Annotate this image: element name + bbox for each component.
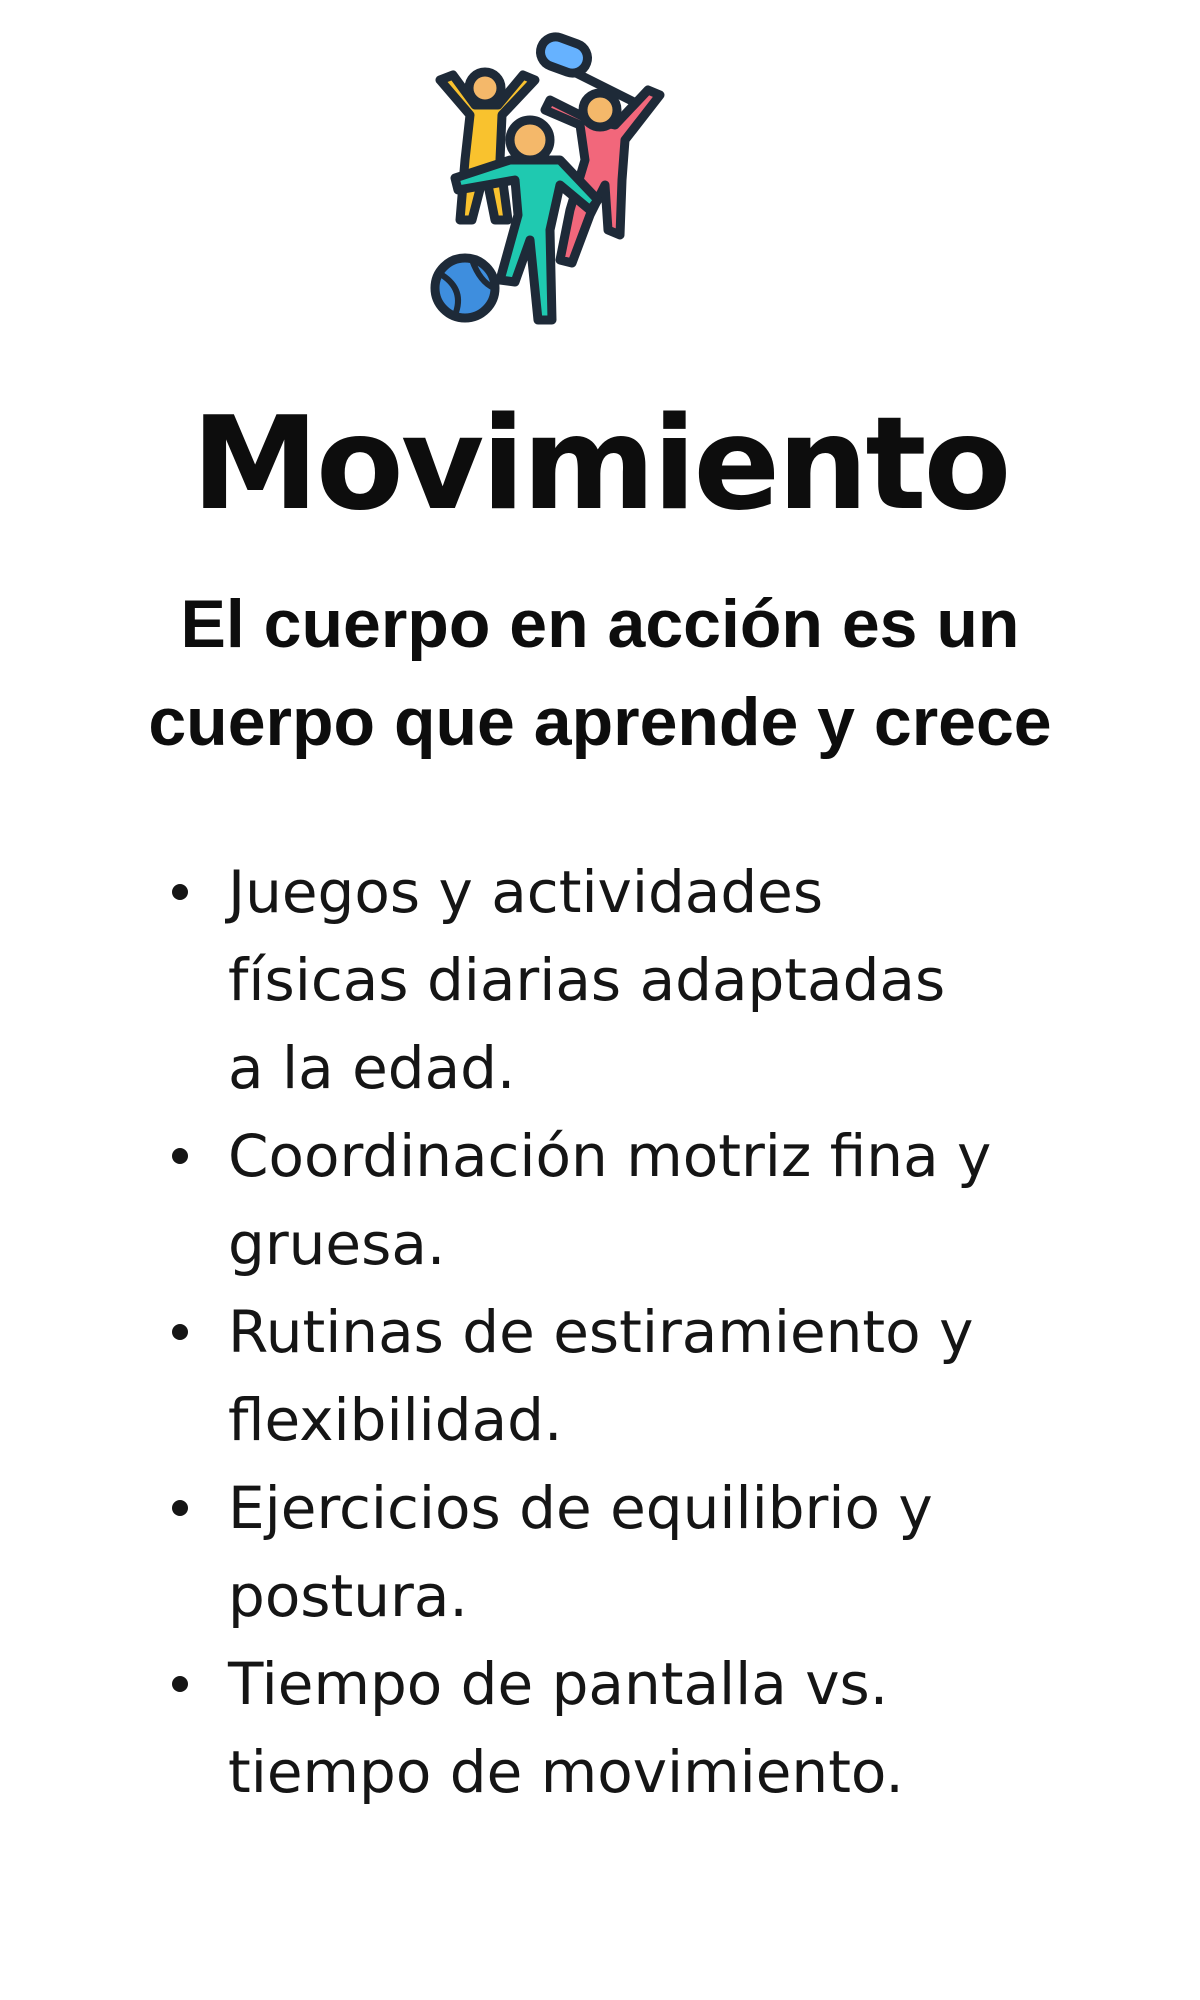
bullet-icon — [172, 1148, 188, 1164]
list-item-line: gruesa. — [228, 1210, 446, 1278]
list-item-line: Ejercicios de equilibrio y — [228, 1474, 933, 1542]
list-item-line: postura. — [228, 1562, 468, 1630]
list-item-line: Juegos y actividades — [228, 858, 824, 926]
list-item-line: físicas diarias adaptadas — [228, 946, 946, 1014]
page-title: Movimiento — [191, 390, 1009, 539]
children-playing-sports-illustration — [420, 20, 780, 380]
yellow-child-head — [469, 72, 501, 104]
activity-list — [160, 848, 1080, 1816]
list-item — [160, 848, 1080, 1112]
teal-child-head — [510, 120, 550, 160]
list-item-line: Coordinación motriz fina y — [228, 1122, 992, 1190]
ball — [435, 258, 495, 318]
bullet-icon — [172, 1500, 188, 1516]
bullet-icon — [172, 1324, 188, 1340]
page-subtitle — [60, 575, 1140, 771]
list-item-line: flexibilidad. — [228, 1386, 563, 1454]
bullet-icon — [172, 1676, 188, 1692]
bullet-icon — [172, 884, 188, 900]
list-item-line: a la edad. — [228, 1034, 516, 1102]
racket-head — [536, 33, 591, 78]
subtitle-line-1: El cuerpo en acción es un — [180, 586, 1020, 662]
list-item — [160, 1112, 1080, 1288]
subtitle-line-2: cuerpo que aprende y crece — [148, 684, 1052, 760]
list-item-line: Tiempo de pantalla vs. — [228, 1650, 889, 1718]
list-item-line: Rutinas de estiramiento y — [228, 1298, 974, 1366]
children-playing-sports-icon — [420, 20, 780, 380]
pink-child-head — [583, 93, 617, 127]
list-item — [160, 1640, 1080, 1816]
list-item — [160, 1464, 1080, 1640]
list-item-line: tiempo de movimiento. — [228, 1738, 904, 1806]
list-item — [160, 1288, 1080, 1464]
